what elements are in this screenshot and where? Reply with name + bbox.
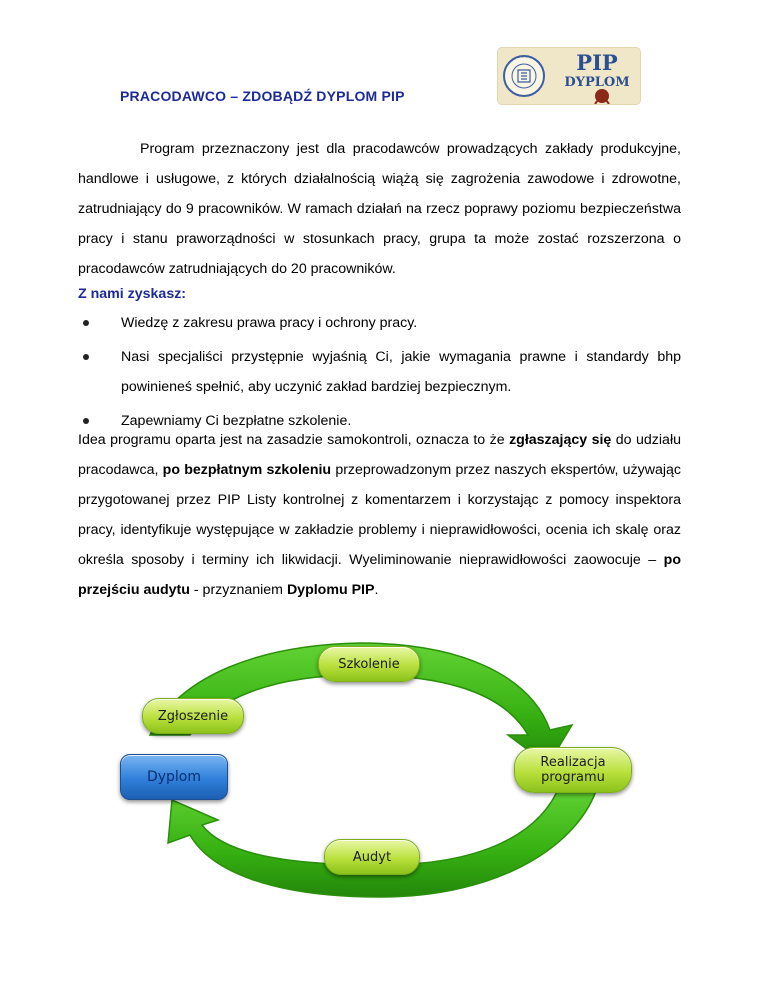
idea-text: - przyznaniem bbox=[189, 582, 287, 598]
idea-bold: po bezpłatnym szkoleniu bbox=[162, 462, 332, 478]
benefit-item: Wiedzę z zakresu prawa pracy i ochrony pracy. bbox=[78, 308, 681, 338]
idea-bold: po przejściu audytu bbox=[78, 552, 681, 598]
step-dyplom: Dyplom bbox=[120, 754, 228, 800]
idea-text: przeprowadzonym przez naszych ekspertów, używając przygotowanej przez PIP Listy kontrolnej z komentarzem i korzystając z pomocy inspektora pracy, identyfikuje występujące w zakładzie problemy i nieprawidłowości, ocenia ich skalę oraz określa sposoby i terminy ich likwidacji. Wyeliminowanie nieprawidłowości zaowocuje – bbox=[78, 462, 681, 568]
idea-text: . bbox=[374, 582, 379, 598]
step-zgloszenie: Zgłoszenie bbox=[142, 698, 244, 734]
step-realizacja-line1: Realizacja bbox=[540, 755, 606, 770]
idea-paragraph bbox=[78, 425, 681, 605]
idea-bold: zgłaszający się bbox=[509, 432, 612, 448]
intro-paragraph: Program przeznaczony jest dla pracodawców prowadzących zakłady produkcyjne, handlowe i usługowe, z których działalnością wiążą się zagrożenia zawodowe i zdrowotne, zatrudniający do 9 pracowników. W ramach działań na rzecz poprawy poziomu bezpieczeństwa pracy i stanu praworządności w stosunkach pracy, grupa ta może zostać rozszerzona o pracodawców zatrudniających do 20 pracowników. bbox=[78, 141, 681, 277]
idea-text: do udziału pracodawca, bbox=[78, 432, 681, 478]
pip-dyplom-logo bbox=[498, 48, 640, 104]
logo-dyplom-text: DYPLOM bbox=[564, 75, 630, 90]
benefits-list bbox=[78, 308, 681, 436]
idea-text: Idea programu oparta jest na zasadzie samokontroli, oznacza to że bbox=[78, 432, 510, 448]
step-audyt: Audyt bbox=[324, 839, 420, 875]
benefit-item: Nasi specjaliści przystępnie wyjaśnią Ci, jakie wymagania prawne i standardy bhp powinieneś spełnić, aby uczynić zakład bardziej bezpiecznym. bbox=[78, 342, 681, 402]
program-cycle-diagram bbox=[110, 635, 650, 905]
logo-seal-text: PAŃSTWOWA INSPEKCJA PRACY bbox=[505, 98, 522, 99]
step-realizacja-programu bbox=[514, 747, 632, 793]
benefit-item: Zapewniamy Ci bezpłatne szkolenie. bbox=[78, 406, 681, 436]
logo-pip-text: PIP bbox=[576, 50, 618, 75]
benefits-heading: Z nami zyskasz: bbox=[78, 286, 187, 302]
idea-bold: Dyplomu PIP bbox=[286, 582, 375, 598]
step-szkolenie: Szkolenie bbox=[318, 646, 420, 682]
page-title: PRACODAWCO – ZDOBĄDŹ DYPLOM PIP bbox=[120, 88, 405, 104]
step-realizacja-line2: programu bbox=[541, 770, 605, 785]
